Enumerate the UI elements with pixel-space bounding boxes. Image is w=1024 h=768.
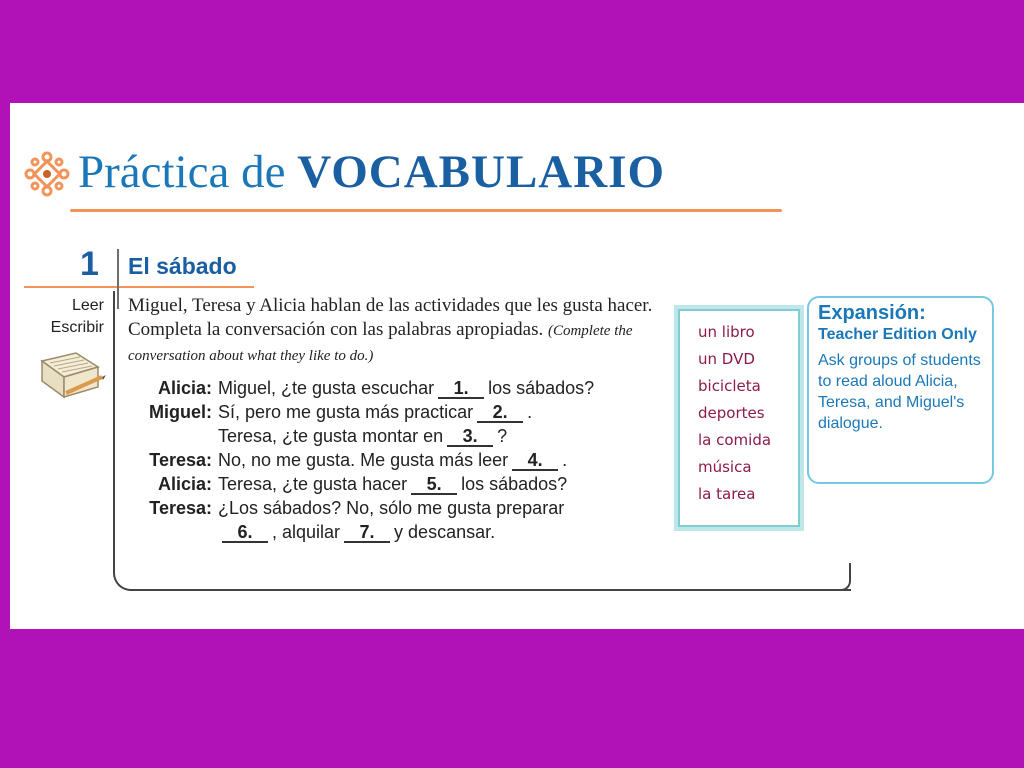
- skills-list: [30, 295, 104, 339]
- ornament-knot-icon: [24, 151, 70, 197]
- word-bank-item: bicicleta: [698, 377, 761, 395]
- book-pencil-icon: [36, 347, 106, 409]
- line-text: Teresa, ¿te gusta hacer: [218, 474, 408, 494]
- skill-write: Escribir: [50, 319, 104, 336]
- blank-field: 1.: [438, 380, 484, 399]
- activity-divider: [24, 286, 254, 288]
- title-part-1: Práctica de: [78, 146, 298, 198]
- line-text: Miguel, ¿te gusta escuchar: [218, 378, 435, 398]
- activity-title: El sábado: [128, 253, 237, 279]
- speaker: Teresa:: [149, 450, 212, 470]
- dialogue-line: [128, 522, 668, 546]
- speaker: Teresa:: [149, 498, 212, 518]
- title-part-2: VOCABULARIO: [297, 146, 666, 198]
- dialogue-line: [128, 498, 668, 522]
- dialogue-line: [128, 402, 668, 426]
- word-bank: [678, 309, 800, 527]
- line-text: Sí, pero me gusta más practicar: [218, 402, 474, 422]
- speaker: Miguel:: [149, 402, 212, 422]
- instructions-text: Miguel, Teresa y Alicia hablan de las actividades que les gusta hacer. Completa la conversación con las palabras apropiadas.: [128, 295, 653, 340]
- word-bank-item: música: [698, 458, 752, 476]
- line-text: los sábados?: [461, 474, 568, 494]
- line-text: No, no me gusta. Me gusta más leer: [218, 450, 509, 470]
- line-text: y descansar.: [394, 522, 496, 542]
- expansion-body: Ask groups of students to read aloud Alicia, Teresa, and Miguel's dialogue.: [818, 352, 981, 432]
- textbook-page: [10, 103, 1024, 629]
- line-text: ¿Los sábados? No, sólo me gusta preparar: [218, 498, 565, 518]
- word-bank-item: deportes: [698, 404, 765, 422]
- blank-field: 6.: [222, 524, 268, 543]
- line-text: los sábados?: [488, 378, 595, 398]
- blank-field: 3.: [447, 428, 493, 447]
- expansion-subtitle: Teacher Edition Only: [818, 326, 977, 343]
- dialogue-line: [128, 426, 668, 450]
- line-text: , alquilar: [272, 522, 341, 542]
- line-text: Teresa, ¿te gusta montar en: [218, 426, 444, 446]
- blank-field: 2.: [477, 404, 523, 423]
- blank-field: 4.: [512, 452, 558, 471]
- dialogue: [128, 378, 668, 546]
- activity-number: 1: [80, 245, 99, 283]
- line-text: .: [527, 402, 533, 422]
- line-text: .: [562, 450, 568, 470]
- page-title: [78, 145, 665, 199]
- expansion-title: Expansión:: [818, 302, 926, 324]
- speaker: Alicia:: [157, 474, 212, 494]
- line-text: ?: [497, 426, 508, 446]
- word-bank-item: un libro: [698, 323, 755, 341]
- instructions: [128, 294, 658, 368]
- skill-read: Leer: [71, 297, 104, 314]
- instructions-english: (Complete the conversation about what they like to do.): [128, 323, 633, 364]
- blank-field: 5.: [411, 476, 457, 495]
- dialogue-line: [128, 378, 668, 402]
- expansion-box: [807, 296, 994, 484]
- blank-field: 7.: [344, 524, 390, 543]
- word-bank-item: un DVD: [698, 350, 755, 368]
- word-bank-item: la tarea: [698, 485, 756, 503]
- dialogue-line: [128, 450, 668, 474]
- speaker: Alicia:: [157, 378, 212, 398]
- word-bank-item: la comida: [698, 431, 772, 449]
- title-underline: [70, 209, 782, 212]
- dialogue-line: [128, 474, 668, 498]
